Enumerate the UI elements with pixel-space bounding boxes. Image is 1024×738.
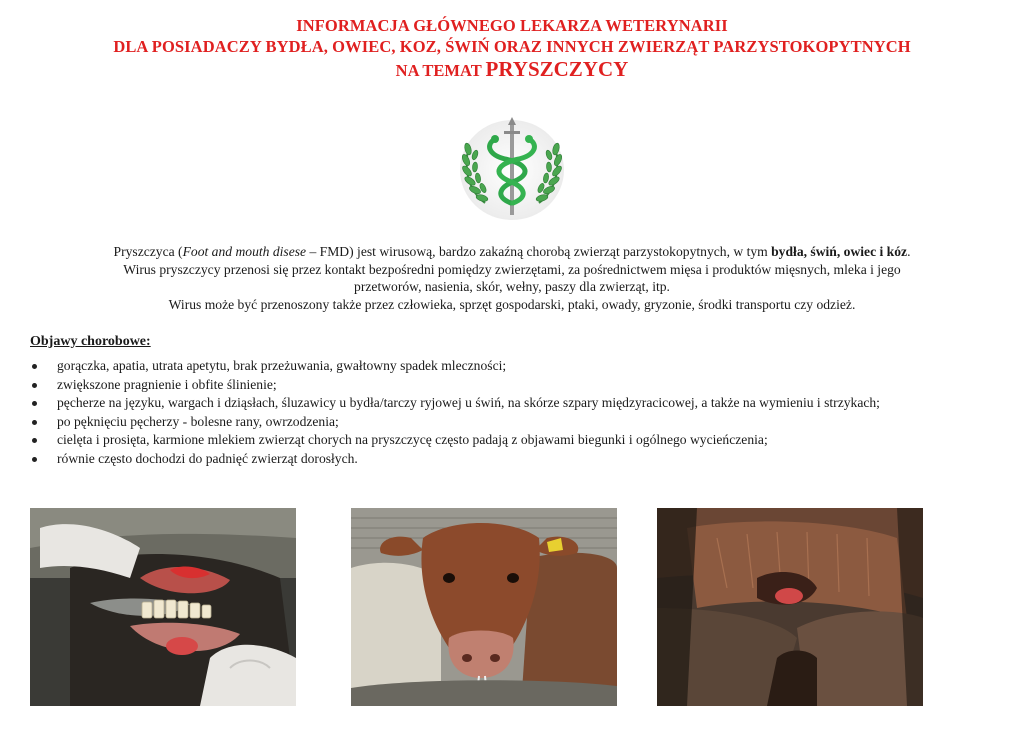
intro-paragraph-1	[30, 243, 994, 261]
photo-calf-drooling	[351, 508, 617, 706]
bullet-icon	[32, 420, 37, 425]
bullet-icon	[32, 401, 37, 406]
intro-p1-a: Pryszczyca (	[113, 244, 183, 259]
header-line-1: INFORMACJA GŁÓWNEGO LEKARZA WETERYNARII	[296, 16, 728, 35]
intro-paragraph-2-line-2: przetworów, nasienia, skór, wełny, paszy dla zwierząt, itp.	[354, 279, 670, 294]
intro-text	[30, 243, 994, 313]
page-header	[0, 15, 1024, 83]
symptoms-list	[30, 357, 1020, 468]
bullet-icon	[32, 364, 37, 369]
list-item	[30, 450, 1020, 469]
list-item	[30, 431, 1020, 450]
header-disease-name: PRYSZCZYCY	[485, 57, 629, 81]
intro-p1-c: .	[907, 244, 911, 259]
intro-p1-bold: bydła, świń, owiec i kóz	[771, 244, 908, 259]
symptoms-heading: Objawy chorobowe:	[30, 334, 151, 349]
list-item-text: gorączka, apatia, utrata apetytu, brak przeżuwania, gwałtowny spadek mleczności;	[57, 358, 507, 373]
list-item-text: pęcherze na języku, wargach i dziąsłach, śluzawicy u bydła/tarczy ryjowej u świń, na skórze szpary międzyracicowej, a także na wymieniu i strzykach;	[57, 395, 880, 410]
list-item-text: cielęta i prosięta, karmione mlekiem zwierząt chorych na pryszczycę często padają z objawami biegunki i ogólnego wycieńczenia;	[57, 432, 768, 447]
list-item-text: po pęknięciu pęcherzy - bolesne rany, owrzodzenia;	[57, 413, 339, 429]
list-item	[30, 357, 1020, 376]
photo-cattle-mouth-lesions	[30, 508, 296, 706]
header-line-3-prefix: NA TEMAT	[395, 61, 486, 80]
list-item	[30, 376, 1020, 395]
list-item	[30, 413, 1020, 432]
list-item-text: równie często dochodzi do padnięć zwierząt dorosłych.	[57, 450, 358, 466]
bullet-icon	[32, 383, 37, 388]
header-line-2: DLA POSIADACZY BYDŁA, OWIEC, KOZ, ŚWIŃ ORAZ INNYCH ZWIERZĄT PARZYSTOKOPYTNYCH	[113, 37, 911, 56]
list-item	[30, 394, 1020, 413]
bullet-icon	[32, 438, 37, 443]
photo-hoof-lesion	[657, 508, 923, 706]
intro-p1-italic: Foot and mouth disese	[182, 244, 307, 259]
bullet-icon	[32, 457, 37, 462]
list-item-text: zwiększone pragnienie i obfite ślinienie;	[57, 376, 277, 392]
header-line-3	[0, 57, 1024, 83]
intro-paragraph-3: Wirus może być przenoszony także przez człowieka, sprzęt gospodarski, ptaki, owady, gryzonie, środki transportu czy odzież.	[168, 296, 856, 312]
intro-p1-b: – FMD) jest wirusową, bardzo zakaźną chorobą zwierząt parzystokopytnych, w tym	[306, 244, 772, 259]
caduceus-laurel-emblem-icon	[455, 115, 569, 223]
intro-paragraph-2-line-1: Wirus pryszczycy przenosi się przez kontakt bezpośredni pomiędzy zwierzętami, za pośrednictwem mięsa i produktów mięsnych, mleka i jego	[123, 261, 901, 277]
